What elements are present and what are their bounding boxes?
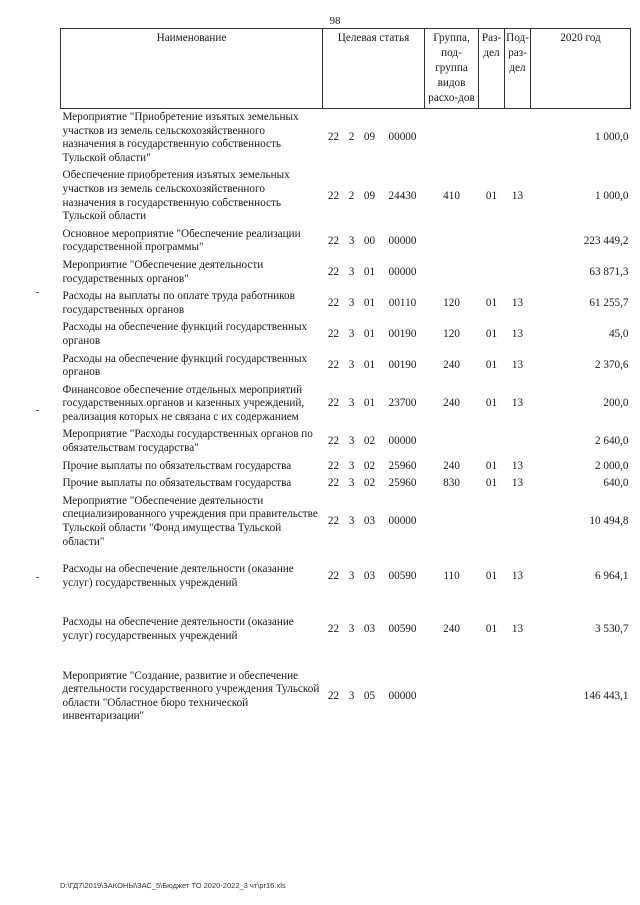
- target-part-2: 3: [348, 328, 355, 341]
- row-spacer: [61, 551, 631, 561]
- target-part-3: 02: [363, 435, 376, 448]
- target-part-1: 22: [327, 477, 340, 490]
- expense-group: 240: [443, 623, 460, 636]
- podrazdel-code: [505, 109, 531, 168]
- table-row: [61, 668, 631, 726]
- header-name: Наименование: [61, 29, 323, 109]
- target-part-2: 3: [348, 515, 355, 528]
- row-name: Финансовое обеспечение отдельных мероприятий государственных органов и казенных учреждений, реализация которых не связана с их содержанием: [62, 383, 305, 423]
- row-name: Расходы на обеспечение деятельности (оказание услуг) государственных учреждений: [62, 563, 294, 589]
- table-body: [61, 109, 631, 726]
- target-part-1: 22: [327, 328, 340, 341]
- row-name: Расходы на обеспечение функций государственных органов: [62, 352, 308, 379]
- target-part-4: 00000: [388, 435, 417, 448]
- target-part-3: 01: [363, 296, 376, 309]
- target-part-3: 01: [363, 265, 376, 278]
- expense-group: 240: [443, 397, 460, 410]
- razdel-code: 01: [485, 189, 498, 202]
- target-part-4: 00000: [388, 515, 417, 528]
- target-part-1: 22: [327, 189, 340, 202]
- expense-group: 830: [443, 477, 460, 490]
- target-part-2: 3: [348, 359, 355, 372]
- target-part-1: 22: [327, 515, 340, 528]
- target-part-3: 01: [363, 397, 376, 410]
- amount-2020: 10 494,8: [589, 515, 629, 528]
- table-row: [61, 167, 631, 225]
- target-part-2: 3: [348, 234, 355, 247]
- table-row: [61, 475, 631, 493]
- podrazdel-code: 13: [511, 328, 524, 341]
- target-part-4: 25960: [388, 477, 417, 490]
- row-spacer: [61, 646, 631, 668]
- target-part-3: 03: [363, 570, 376, 583]
- podrazdel-code: [505, 257, 531, 288]
- target-part-3: 03: [363, 515, 376, 528]
- target-part-3: 01: [363, 328, 376, 341]
- target-part-4: 00000: [388, 234, 417, 247]
- header-group: Группа, под-группа видов расхо-дов: [425, 29, 479, 109]
- scan-speck: [36, 577, 39, 578]
- scan-speck: [36, 410, 39, 411]
- target-part-4: 24430: [388, 189, 417, 202]
- target-part-4: 00110: [388, 296, 417, 309]
- target-part-3: 00: [363, 234, 376, 247]
- row-spacer-cell: [61, 646, 631, 668]
- table-row: [61, 614, 631, 645]
- expense-group: 240: [443, 359, 460, 372]
- amount-2020: 45,0: [608, 328, 629, 341]
- podrazdel-code: 13: [511, 397, 524, 410]
- expense-group: 120: [443, 296, 460, 309]
- expense-group: [425, 109, 479, 168]
- target-part-4: 25960: [388, 459, 417, 472]
- target-part-4: 00000: [388, 689, 417, 702]
- podrazdel-code: [505, 493, 531, 551]
- target-part-2: 3: [348, 477, 355, 490]
- amount-2020: 1 000,0: [594, 131, 629, 144]
- expense-group: 240: [443, 459, 460, 472]
- page-number: 98: [329, 15, 341, 27]
- row-name: Прочие выплаты по обязательствам государства: [62, 459, 292, 472]
- row-name: Расходы на выплаты по оплате труда работников государственных органов: [62, 290, 295, 316]
- scan-speck: [36, 292, 39, 293]
- target-part-1: 22: [327, 296, 340, 309]
- target-part-3: 02: [363, 459, 376, 472]
- target-part-1: 22: [327, 359, 340, 372]
- row-name: Обеспечение приобретения изъятых земельных участков из земель сельскохозяйственного назначения в государственную собственность Тульской области: [62, 169, 290, 223]
- table-row: [61, 458, 631, 476]
- amount-2020: 3 530,7: [594, 623, 629, 636]
- target-part-4: 00000: [388, 265, 417, 278]
- razdel-code: [479, 493, 505, 551]
- amount-2020: 2 640,0: [594, 435, 629, 448]
- amount-2020: 61 255,7: [589, 296, 629, 309]
- row-name: Мероприятие "Обеспечение деятельности специализированного учреждения при правительстве Тульской области "Фонд имущества Тульской области": [62, 494, 318, 548]
- target-part-2: 2: [348, 131, 355, 144]
- target-part-3: 01: [363, 359, 376, 372]
- table-row: [61, 288, 631, 319]
- row-spacer-cell: [61, 551, 631, 561]
- podrazdel-code: [505, 226, 531, 257]
- razdel-code: 01: [485, 328, 498, 341]
- expense-group: 110: [443, 570, 460, 583]
- amount-2020: 1 000,0: [594, 189, 629, 202]
- row-name: Мероприятие "Обеспечение деятельности государственных органов": [62, 258, 264, 285]
- razdel-code: [479, 226, 505, 257]
- target-part-3: 05: [363, 689, 376, 702]
- row-name: Основное мероприятие "Обеспечение реализации государственной программы": [62, 227, 301, 254]
- expense-group: [425, 493, 479, 551]
- razdel-code: [479, 668, 505, 726]
- amount-2020: 640,0: [603, 477, 629, 490]
- target-part-1: 22: [327, 131, 340, 144]
- table-row: [61, 493, 631, 551]
- table-row: [61, 561, 631, 592]
- razdel-code: 01: [485, 296, 498, 309]
- target-part-1: 22: [327, 397, 340, 410]
- row-spacer-cell: [61, 592, 631, 614]
- row-name: Прочие выплаты по обязательствам государства: [62, 477, 292, 490]
- expense-group: [425, 426, 479, 457]
- expense-group: [425, 226, 479, 257]
- target-part-1: 22: [327, 234, 340, 247]
- expense-group: 410: [443, 189, 460, 202]
- table-row: [61, 109, 631, 168]
- target-part-1: 22: [327, 623, 340, 636]
- expense-group: 120: [443, 328, 460, 341]
- target-part-3: 09: [363, 189, 376, 202]
- razdel-code: [479, 257, 505, 288]
- budget-table: [60, 28, 631, 726]
- table-row: [61, 226, 631, 257]
- razdel-code: [479, 426, 505, 457]
- target-part-3: 09: [363, 131, 376, 144]
- header-year: 2020 год: [531, 29, 631, 109]
- razdel-code: 01: [485, 397, 498, 410]
- target-part-3: 02: [363, 477, 376, 490]
- row-name: Мероприятие "Расходы государственных органов по обязательствам государства": [62, 428, 313, 455]
- table-row: [61, 382, 631, 427]
- razdel-code: 01: [485, 459, 498, 472]
- header-razdel: Раз-дел: [479, 29, 505, 109]
- target-part-1: 22: [327, 265, 340, 278]
- razdel-code: 01: [485, 359, 498, 372]
- table-header-row: [61, 29, 631, 109]
- row-name: Расходы на обеспечение деятельности (оказание услуг) государственных учреждений: [62, 616, 294, 642]
- row-name: Расходы на обеспечение функций государственных органов: [62, 321, 308, 347]
- podrazdel-code: 13: [511, 459, 524, 472]
- razdel-code: 01: [485, 623, 498, 636]
- header-target: Целевая статья: [323, 29, 425, 109]
- table-row: [61, 426, 631, 457]
- target-part-2: 3: [348, 689, 355, 702]
- podrazdel-code: 13: [511, 296, 524, 309]
- target-part-2: 3: [348, 459, 355, 472]
- target-part-2: 3: [348, 397, 355, 410]
- target-part-2: 3: [348, 296, 355, 309]
- amount-2020: 6 964,1: [594, 570, 629, 583]
- amount-2020: 146 443,1: [583, 689, 629, 702]
- razdel-code: [479, 109, 505, 168]
- podrazdel-code: 13: [511, 570, 524, 583]
- amount-2020: 63 871,3: [589, 265, 629, 278]
- row-name: Мероприятие "Создание, развитие и обеспечение деятельности государственного учреждения Тульской области "Областное бюро технической инвентаризации": [62, 669, 320, 723]
- target-part-2: 3: [348, 265, 355, 278]
- razdel-code: 01: [485, 477, 498, 490]
- target-part-4: 00190: [388, 328, 417, 341]
- target-part-1: 22: [327, 435, 340, 448]
- podrazdel-code: [505, 426, 531, 457]
- target-part-3: 03: [363, 623, 376, 636]
- target-part-4: 00190: [388, 359, 417, 372]
- amount-2020: 223 449,2: [583, 234, 629, 247]
- target-part-4: 23700: [388, 397, 417, 410]
- target-part-2: 3: [348, 623, 355, 636]
- target-part-4: 00590: [388, 570, 417, 583]
- amount-2020: 200,0: [603, 397, 629, 410]
- table-row: [61, 351, 631, 382]
- header-podrazdel: Под-раз-дел: [505, 29, 531, 109]
- podrazdel-code: 13: [511, 477, 524, 490]
- table-row: [61, 319, 631, 350]
- target-part-1: 22: [327, 570, 340, 583]
- target-part-4: 00000: [388, 131, 417, 144]
- podrazdel-code: [505, 668, 531, 726]
- razdel-code: 01: [485, 570, 498, 583]
- amount-2020: 2 370,6: [594, 359, 629, 372]
- table-row: [61, 257, 631, 288]
- target-part-1: 22: [327, 689, 340, 702]
- podrazdel-code: 13: [511, 359, 524, 372]
- target-part-2: 3: [348, 435, 355, 448]
- amount-2020: 2 000,0: [594, 459, 629, 472]
- podrazdel-code: 13: [511, 623, 524, 636]
- row-name: Мероприятие "Приобретение изъятых земельных участков из земель сельскохозяйственного назначения в государственную собственность Тульской области": [62, 111, 299, 164]
- expense-group: [425, 257, 479, 288]
- target-part-2: 3: [348, 570, 355, 583]
- target-part-2: 2: [348, 189, 355, 202]
- file-path-footer: D:\ГД7\2019\ЗАКОНЫ\ЗАС_5\Бюджет ТО 2020-2022_3 чт\pr16.xls: [60, 881, 286, 890]
- target-part-1: 22: [327, 459, 340, 472]
- expense-group: [425, 668, 479, 726]
- row-spacer: [61, 592, 631, 614]
- podrazdel-code: 13: [511, 189, 524, 202]
- target-part-4: 00590: [388, 623, 417, 636]
